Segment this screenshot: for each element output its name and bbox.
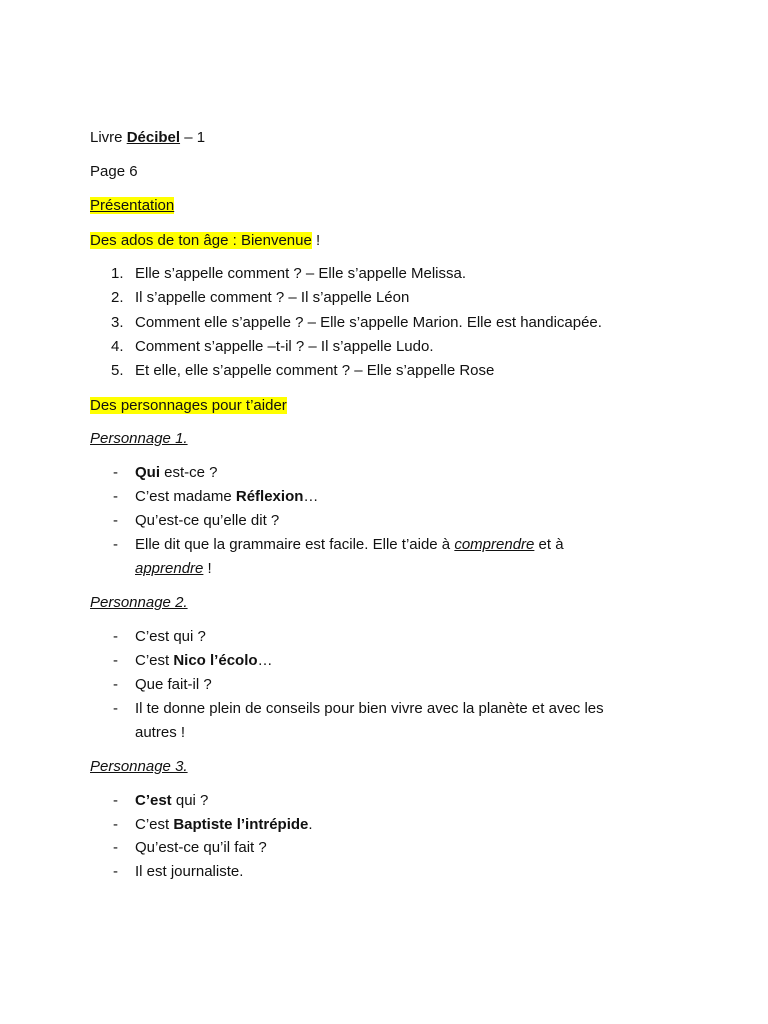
book-title: Décibel bbox=[126, 129, 181, 146]
list-item: C’est qui ? bbox=[135, 792, 209, 809]
list-item: Et elle, elle s’appelle comment ? – Elle s’appelle Rose bbox=[135, 362, 495, 379]
list-item: Qui est-ce ? bbox=[135, 464, 218, 481]
personnage-3-title: Personnage 3. bbox=[90, 758, 188, 775]
list-number: 2. bbox=[111, 289, 124, 306]
list-number: 5. bbox=[111, 362, 124, 379]
bullet-dash: - bbox=[113, 700, 118, 717]
book-label: Livre bbox=[90, 129, 127, 146]
bullet-dash: - bbox=[113, 464, 118, 481]
list-item: C’est qui ? bbox=[135, 628, 206, 645]
bullet-dash: - bbox=[113, 676, 118, 693]
list-number: 4. bbox=[111, 338, 124, 355]
list-item: C’est madame Réflexion… bbox=[135, 488, 319, 505]
bullet-dash: - bbox=[113, 488, 118, 505]
list-item: Elle s’appelle comment ? – Elle s’appelle Melissa. bbox=[135, 265, 466, 282]
personnage-2-title: Personnage 2. bbox=[90, 594, 188, 611]
bullet-dash: - bbox=[113, 652, 118, 669]
bullet-dash: - bbox=[113, 816, 118, 833]
bullet-dash: - bbox=[113, 512, 118, 529]
list-item-continuation: autres ! bbox=[135, 724, 186, 741]
list-number: 3. bbox=[111, 314, 124, 331]
section-heading-personnages: Des personnages pour t’aider bbox=[90, 397, 287, 414]
list-item: Comment elle s’appelle ? – Elle s’appelle Marion. Elle est handicapée. bbox=[135, 314, 602, 331]
list-item: Il s’appelle comment ? – Il s’appelle Léon bbox=[135, 289, 410, 306]
list-item: Qu’est-ce qu’il fait ? bbox=[135, 839, 267, 856]
personnage-1-title: Personnage 1. bbox=[90, 430, 188, 447]
bullet-dash: - bbox=[113, 863, 118, 880]
section-heading-presentation: Présentation bbox=[90, 197, 175, 214]
list-item: Il est journaliste. bbox=[135, 863, 244, 880]
bullet-dash: - bbox=[113, 792, 118, 809]
list-item: C’est Baptiste l’intrépide. bbox=[135, 816, 313, 833]
list-item: Qu’est-ce qu’elle dit ? bbox=[135, 512, 280, 529]
list-item: C’est Nico l’écolo… bbox=[135, 652, 273, 669]
sub-heading-ados: Des ados de ton âge : Bienvenue ! bbox=[90, 232, 321, 249]
book-number: – 1 bbox=[180, 129, 206, 146]
list-item: Elle dit que la grammaire est facile. Elle t’aide à comprendre et à bbox=[135, 536, 564, 553]
bullet-dash: - bbox=[113, 839, 118, 856]
list-item: Il te donne plein de conseils pour bien vivre avec la planète et avec les bbox=[135, 700, 604, 717]
book-title-line bbox=[90, 128, 205, 148]
list-number: 1. bbox=[111, 265, 124, 282]
list-item-continuation: apprendre ! bbox=[135, 560, 212, 577]
page-number: Page 6 bbox=[90, 163, 138, 180]
bullet-dash: - bbox=[113, 628, 118, 645]
list-item: Comment s’appelle –t-il ? – Il s’appelle Ludo. bbox=[135, 338, 434, 355]
bullet-dash: - bbox=[113, 536, 118, 553]
list-item: Que fait-il ? bbox=[135, 676, 212, 693]
